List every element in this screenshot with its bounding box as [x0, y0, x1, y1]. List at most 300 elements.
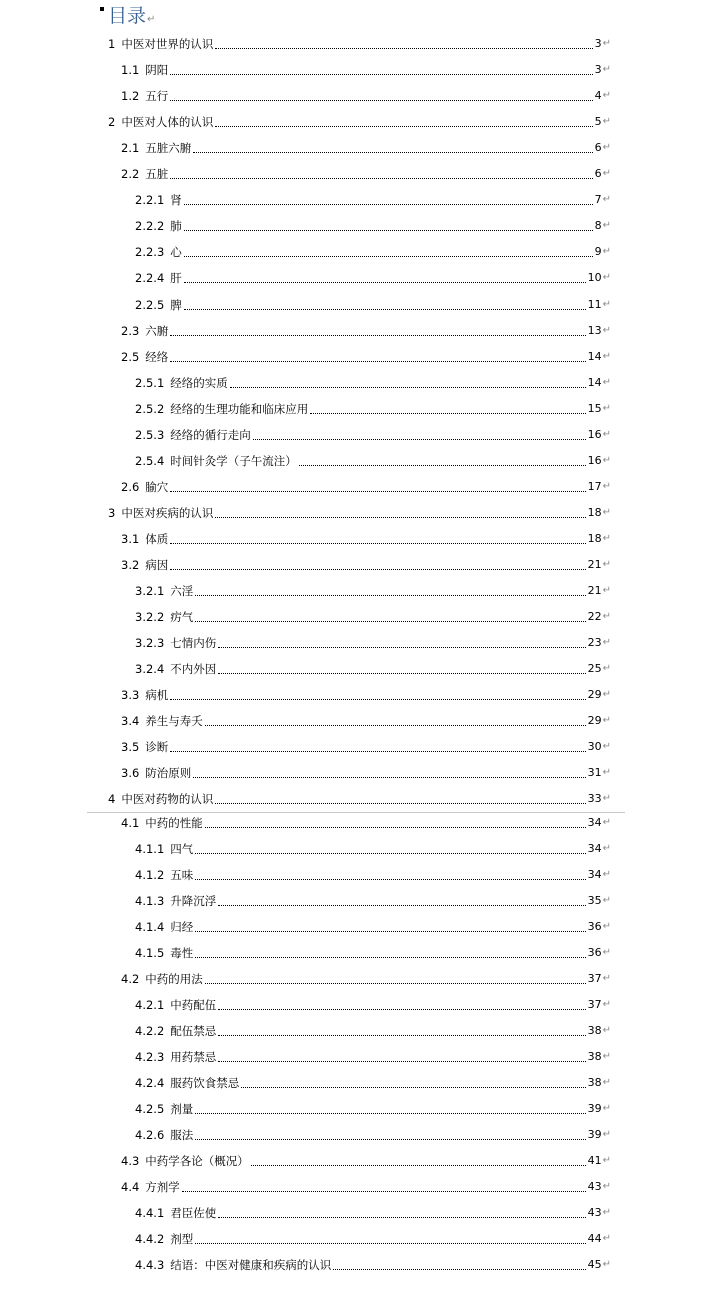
dot-leader — [218, 904, 585, 906]
paragraph-mark-icon: ↵ — [602, 377, 611, 388]
toc-entry[interactable] — [135, 268, 611, 288]
dot-leader — [170, 360, 585, 362]
toc-entry-label — [108, 112, 213, 132]
paragraph-mark-icon: ↵ — [602, 559, 611, 570]
toc-entry-number: 2.2.4 — [135, 271, 165, 285]
toc-entry-number: 2.1 — [121, 141, 140, 155]
toc-entry-label — [135, 917, 193, 937]
toc-entry-number: 4 — [108, 792, 116, 806]
toc-entry[interactable] — [135, 1073, 611, 1093]
toc-entry-label — [135, 1229, 193, 1249]
dot-leader — [218, 1060, 585, 1062]
toc-entry-text: 服法 — [170, 1128, 194, 1142]
toc-entry-text: 肺 — [170, 219, 182, 233]
toc-entry-label — [121, 321, 168, 341]
toc-entry-number: 4.1.2 — [135, 868, 165, 882]
toc-entry-number: 4.1.3 — [135, 894, 165, 908]
paragraph-mark-icon: ↵ — [602, 947, 611, 958]
toc-entry-number: 4.4.1 — [135, 1206, 165, 1220]
toc-entry-text: 五味 — [170, 868, 194, 882]
toc-entry-number: 4.2.6 — [135, 1128, 165, 1142]
toc-entry-text: 经络的循行走向 — [170, 428, 251, 442]
paragraph-mark-icon: ↵ — [602, 767, 611, 778]
toc-entry-page: 4 — [594, 89, 602, 102]
dot-leader — [195, 1112, 585, 1114]
toc-entry-page: 33 — [587, 792, 602, 805]
dot-leader — [184, 281, 586, 283]
toc-entry[interactable] — [121, 164, 611, 184]
paragraph-mark-icon: ↵ — [602, 1103, 611, 1114]
toc-entry-number: 3.1 — [121, 532, 140, 546]
toc-entry-label — [135, 295, 182, 315]
toc-entry-page: 38 — [587, 1050, 602, 1063]
toc-entry-page: 37 — [587, 998, 602, 1011]
toc-entry[interactable] — [121, 138, 611, 158]
paragraph-mark-icon: ↵ — [602, 64, 611, 75]
toc-entry[interactable] — [135, 216, 611, 236]
toc-entry[interactable] — [135, 373, 611, 393]
toc-entry-text: 养生与寿夭 — [145, 714, 203, 728]
toc-entry-label — [108, 503, 213, 523]
toc-entry-label — [135, 373, 228, 393]
dot-leader — [218, 672, 585, 674]
toc-entry-number: 1 — [108, 37, 116, 51]
toc-entry-label — [135, 1125, 193, 1145]
toc-entry[interactable] — [121, 60, 611, 80]
toc-entry-page: 43 — [587, 1206, 602, 1219]
paragraph-mark-icon: ↵ — [602, 611, 611, 622]
toc-entry-text: 中药配伍 — [170, 998, 217, 1012]
toc-entry[interactable] — [135, 1125, 611, 1145]
toc-entry-page: 15 — [587, 402, 602, 415]
toc-entry-text: 时间针灸学（子午流注） — [170, 454, 297, 468]
dot-leader — [241, 1086, 585, 1088]
toc-entry-text: 毒性 — [170, 946, 194, 960]
dot-leader — [195, 956, 585, 958]
toc-entry-page: 13 — [587, 324, 602, 337]
toc-entry-number: 4.3 — [121, 1154, 140, 1168]
toc-entry[interactable] — [121, 711, 611, 731]
toc-entry-text: 经络 — [145, 350, 169, 364]
toc-entry-text: 防治原则 — [145, 766, 192, 780]
toc-entry-number: 3.3 — [121, 688, 140, 702]
toc-entry-text: 结语：中医对健康和疾病的认识 — [170, 1258, 332, 1272]
dot-leader — [251, 1164, 586, 1166]
dot-leader — [195, 852, 585, 854]
dot-leader — [215, 516, 585, 518]
toc-entry-label — [135, 633, 216, 653]
dot-leader — [170, 750, 585, 752]
toc-entry-text: 脾 — [170, 298, 182, 312]
toc-entry-page: 6 — [594, 141, 602, 154]
paragraph-mark-icon: ↵ — [602, 1129, 611, 1140]
toc-entry-text: 七情内伤 — [170, 636, 217, 650]
paragraph-mark-icon: ↵ — [602, 194, 611, 205]
toc-entry[interactable] — [121, 813, 611, 833]
toc-entry-number: 3.6 — [121, 766, 140, 780]
toc-entry-label — [135, 1203, 216, 1223]
paragraph-mark-icon: ↵ — [602, 999, 611, 1010]
dot-leader — [195, 930, 585, 932]
toc-entry-page: 36 — [587, 920, 602, 933]
toc-entry-number: 3.2.3 — [135, 636, 165, 650]
toc-entry-text: 阴阳 — [145, 63, 169, 77]
toc-entry-label — [121, 529, 168, 549]
toc-entry-label — [121, 969, 203, 989]
toc-entry[interactable] — [121, 969, 611, 989]
toc-entry[interactable] — [135, 1203, 611, 1223]
toc-entry-text: 经络的生理功能和临床应用 — [170, 402, 309, 416]
toc-entry[interactable] — [135, 242, 611, 262]
dot-leader — [310, 412, 585, 414]
toc-entry-text: 肝 — [170, 271, 182, 285]
dot-leader — [170, 73, 592, 75]
toc-entry-number: 1.1 — [121, 63, 140, 77]
toc-entry-page: 41 — [587, 1154, 602, 1167]
dot-leader — [218, 1216, 585, 1218]
toc-entry-label — [135, 891, 216, 911]
toc-entry-text: 五行 — [145, 89, 169, 103]
toc-entry-text: 中医对疾病的认识 — [121, 506, 214, 520]
toc-entry-text: 方剂学 — [145, 1180, 180, 1194]
toc-entry-label — [108, 34, 213, 54]
toc-entry-number: 3.2.1 — [135, 584, 165, 598]
toc-entry-text: 中医对药物的认识 — [121, 792, 214, 806]
toc-entry-number: 4.2.2 — [135, 1024, 165, 1038]
toc-entry-page: 16 — [587, 428, 602, 441]
toc-entry-text: 归经 — [170, 920, 194, 934]
toc-entry-number: 2.5.3 — [135, 428, 165, 442]
toc-entry[interactable] — [108, 503, 611, 523]
toc-entry-number: 2.2.5 — [135, 298, 165, 312]
toc-entry-text: 心 — [170, 245, 182, 259]
toc-entry-number: 4.4.2 — [135, 1232, 165, 1246]
toc-entry-label — [121, 1151, 249, 1171]
toc-entry-text: 六淫 — [170, 584, 194, 598]
toc-entry-number: 3.2.4 — [135, 662, 165, 676]
paragraph-mark-icon: ↵ — [602, 246, 611, 257]
toc-entry-page: 9 — [594, 245, 602, 258]
toc-entry-page: 11 — [587, 298, 602, 311]
toc-entry[interactable] — [135, 1047, 611, 1067]
dot-leader — [193, 776, 585, 778]
dot-leader — [195, 878, 585, 880]
toc-entry-label — [135, 268, 182, 288]
toc-entry-page: 18 — [587, 532, 602, 545]
toc-entry-label — [121, 164, 168, 184]
toc-entry[interactable] — [108, 789, 611, 809]
toc-entry[interactable] — [135, 891, 611, 911]
toc-entry-page: 8 — [594, 219, 602, 232]
toc-entry-text: 中药学各论（概况） — [145, 1154, 249, 1168]
toc-entry-page: 44 — [587, 1232, 602, 1245]
toc-entry-label — [135, 425, 251, 445]
toc-entry-text: 四气 — [170, 842, 194, 856]
paragraph-mark-icon: ↵ — [602, 90, 611, 101]
toc-entry-number: 4.1 — [121, 816, 140, 830]
dot-leader — [170, 99, 592, 101]
toc-entry-text: 剂量 — [170, 1102, 194, 1116]
toc-entry-page: 35 — [587, 894, 602, 907]
toc-entry-label — [135, 216, 182, 236]
dot-leader — [182, 1190, 586, 1192]
page-break-line — [87, 812, 625, 813]
toc-heading — [108, 3, 155, 29]
toc-entry-page: 10 — [587, 271, 602, 284]
paragraph-mark-icon: ↵ — [602, 1155, 611, 1166]
toc-entry-label — [121, 685, 168, 705]
toc-entry-text: 中药的用法 — [145, 972, 203, 986]
toc-entry[interactable] — [135, 659, 611, 679]
paragraph-mark-icon: ↵ — [602, 403, 611, 414]
toc-entry-label — [135, 607, 193, 627]
toc-entry-label — [135, 1073, 239, 1093]
paragraph-mark-icon: ↵ — [602, 637, 611, 648]
toc-entry-number: 2.5.1 — [135, 376, 165, 390]
toc-entry-page: 45 — [587, 1258, 602, 1271]
paragraph-mark-icon: ↵ — [602, 741, 611, 752]
toc-entry-number: 4.4 — [121, 1180, 140, 1194]
toc-entry-label — [135, 399, 308, 419]
toc-entry-page: 37 — [587, 972, 602, 985]
paragraph-mark-icon: ↵ — [602, 507, 611, 518]
toc-entry-page: 31 — [587, 766, 602, 779]
toc-entry-label — [108, 789, 213, 809]
toc-entry[interactable] — [135, 425, 611, 445]
toc-entry-number: 2.6 — [121, 480, 140, 494]
toc-entry[interactable] — [135, 1255, 611, 1275]
dot-leader — [205, 724, 586, 726]
toc-entry-page: 34 — [587, 868, 602, 881]
toc-entry-label — [135, 190, 182, 210]
toc-entry[interactable] — [121, 347, 611, 367]
toc-entry-page: 25 — [587, 662, 602, 675]
toc-entry[interactable] — [135, 399, 611, 419]
toc-entry-page: 30 — [587, 740, 602, 753]
toc-entry-text: 五脏 — [145, 167, 169, 181]
toc-entry-page: 38 — [587, 1024, 602, 1037]
toc-entry-label — [121, 86, 168, 106]
toc-entry[interactable] — [121, 737, 611, 757]
toc-entry-number: 3 — [108, 506, 116, 520]
dot-leader — [218, 646, 585, 648]
toc-entry-number: 3.5 — [121, 740, 140, 754]
dot-leader — [205, 982, 586, 984]
paragraph-mark-icon: ↵ — [602, 116, 611, 127]
paragraph-mark-icon: ↵ — [602, 921, 611, 932]
toc-entry[interactable] — [108, 34, 611, 54]
dot-leader — [170, 542, 585, 544]
toc-entry-number: 2.2.1 — [135, 193, 165, 207]
toc-entry-label — [135, 1047, 216, 1067]
toc-entry-number: 2.5 — [121, 350, 140, 364]
toc-entry-label — [135, 659, 216, 679]
toc-entry[interactable] — [121, 86, 611, 106]
toc-entry-text: 疠气 — [170, 610, 194, 624]
toc-entry[interactable] — [135, 190, 611, 210]
toc-entry[interactable] — [135, 865, 611, 885]
paragraph-mark-icon: ↵ — [602, 533, 611, 544]
toc-entry[interactable] — [135, 839, 611, 859]
paragraph-mark-icon: ↵ — [602, 1051, 611, 1062]
toc-entry[interactable] — [121, 685, 611, 705]
toc-entry-number: 4.2.3 — [135, 1050, 165, 1064]
toc-entry[interactable] — [121, 529, 611, 549]
dot-leader — [215, 802, 585, 804]
toc-entry-number: 4.1.1 — [135, 842, 165, 856]
toc-entry-page: 39 — [587, 1128, 602, 1141]
toc-entry-page: 6 — [594, 167, 602, 180]
paragraph-mark-icon: ↵ — [602, 793, 611, 804]
dot-leader — [170, 490, 585, 492]
dot-leader — [230, 386, 586, 388]
toc-entry-page: 21 — [587, 558, 602, 571]
paragraph-mark-icon: ↵ — [602, 1181, 611, 1192]
toc-entry-page: 39 — [587, 1102, 602, 1115]
toc-entry-text: 不内外因 — [170, 662, 217, 676]
paragraph-mark-icon: ↵ — [602, 1259, 611, 1270]
toc-entry-page: 34 — [587, 842, 602, 855]
dot-leader — [195, 1242, 585, 1244]
dot-leader — [184, 203, 593, 205]
toc-entry-text: 服药饮食禁忌 — [170, 1076, 240, 1090]
toc-entry-page: 21 — [587, 584, 602, 597]
toc-entry-number: 2.3 — [121, 324, 140, 338]
paragraph-mark-icon: ↵ — [602, 1025, 611, 1036]
toc-entry-text: 中药的性能 — [145, 816, 203, 830]
toc-entry-label — [121, 737, 168, 757]
toc-entry-label — [121, 347, 168, 367]
paragraph-mark-icon: ↵ — [602, 843, 611, 854]
toc-entry[interactable] — [135, 451, 611, 471]
toc-entry-number: 2.5.4 — [135, 454, 165, 468]
paragraph-mark-icon: ↵ — [602, 973, 611, 984]
toc-entry[interactable] — [135, 995, 611, 1015]
toc-entry-text: 经络的实质 — [170, 376, 228, 390]
toc-entry-label — [121, 138, 191, 158]
toc-entry-number: 4.2.1 — [135, 998, 165, 1012]
paragraph-mark-icon: ↵ — [602, 481, 611, 492]
toc-entry-page: 29 — [587, 714, 602, 727]
toc-entry[interactable] — [108, 112, 611, 132]
paragraph-mark-icon: ↵ — [602, 715, 611, 726]
dot-leader — [218, 1034, 585, 1036]
toc-entry-page: 36 — [587, 946, 602, 959]
toc-entry[interactable] — [135, 295, 611, 315]
toc-entry-text: 五脏六腑 — [145, 141, 192, 155]
toc-entry-label — [135, 865, 193, 885]
dot-leader — [215, 47, 592, 49]
toc-entry-number: 2.2.2 — [135, 219, 165, 233]
toc-entry-label — [121, 813, 203, 833]
dot-leader — [170, 568, 585, 570]
toc-entry[interactable] — [135, 943, 611, 963]
paragraph-mark-icon: ↵ — [602, 142, 611, 153]
toc-entry[interactable] — [135, 581, 611, 601]
toc-entry-number: 1.2 — [121, 89, 140, 103]
toc-entry[interactable] — [135, 1021, 611, 1041]
dot-leader — [184, 229, 593, 231]
paragraph-mark-icon: ↵ — [602, 663, 611, 674]
paragraph-mark-icon: ↵ — [602, 895, 611, 906]
toc-entry[interactable] — [121, 763, 611, 783]
paragraph-mark-icon: ↵ — [602, 585, 611, 596]
toc-entry[interactable] — [121, 1151, 611, 1171]
paragraph-mark-icon: ↵ — [602, 1207, 611, 1218]
toc-entry-number: 3.4 — [121, 714, 140, 728]
toc-entry-page: 34 — [587, 816, 602, 829]
toc-entry-text: 用药禁忌 — [170, 1050, 217, 1064]
toc-entry[interactable] — [121, 477, 611, 497]
toc-entry-page: 14 — [587, 350, 602, 363]
toc-entry-number: 4.4.3 — [135, 1258, 165, 1272]
paragraph-mark-icon: ↵ — [602, 351, 611, 362]
paragraph-mark-icon: ↵ — [602, 689, 611, 700]
toc-entry-label — [135, 242, 182, 262]
paragraph-mark-icon: ↵ — [602, 299, 611, 310]
toc-entry-text: 配伍禁忌 — [170, 1024, 217, 1038]
toc-entry-text: 腧穴 — [145, 480, 169, 494]
toc-entry-number: 4.2.4 — [135, 1076, 165, 1090]
toc-entry-page: 43 — [587, 1180, 602, 1193]
toc-entry-number: 4.2 — [121, 972, 140, 986]
toc-entry[interactable] — [135, 1099, 611, 1119]
toc-entry-page: 16 — [587, 454, 602, 467]
toc-entry[interactable] — [135, 917, 611, 937]
dot-leader — [184, 255, 593, 257]
toc-entry-number: 2.2.3 — [135, 245, 165, 259]
paragraph-mark-icon: ↵ — [602, 1077, 611, 1088]
dot-leader — [215, 125, 592, 127]
toc-entry-page: 3 — [594, 37, 602, 50]
toc-entry[interactable] — [121, 1177, 611, 1197]
toc-entry-text: 中医对人体的认识 — [121, 115, 214, 129]
toc-entry-text: 中医对世界的认识 — [121, 37, 214, 51]
toc-entry-number: 4.1.5 — [135, 946, 165, 960]
toc-entry-label — [135, 1021, 216, 1041]
toc-entry[interactable] — [135, 607, 611, 627]
dot-leader — [205, 826, 586, 828]
toc-entry[interactable] — [121, 555, 611, 575]
toc-entry-text: 君臣佐使 — [170, 1206, 217, 1220]
toc-entry-label — [135, 581, 193, 601]
toc-entry-text: 诊断 — [145, 740, 169, 754]
dot-leader — [184, 308, 586, 310]
toc-entry-text: 病机 — [145, 688, 169, 702]
dot-leader — [193, 151, 592, 153]
dot-leader — [170, 698, 585, 700]
toc-entry[interactable] — [135, 1229, 611, 1249]
toc-entry-page: 3 — [594, 63, 602, 76]
dot-leader — [195, 1138, 585, 1140]
dot-leader — [170, 177, 592, 179]
toc-entry-page: 22 — [587, 610, 602, 623]
dot-leader — [195, 594, 585, 596]
paragraph-mark-icon: ↵ — [602, 38, 611, 49]
toc-entry-page: 17 — [587, 480, 602, 493]
toc-entry-text: 升降沉浮 — [170, 894, 217, 908]
toc-entry-page: 29 — [587, 688, 602, 701]
toc-entry-label — [135, 943, 193, 963]
toc-entry-label — [135, 451, 297, 471]
paragraph-mark-icon: ↵ — [602, 1233, 611, 1244]
toc-heading-text: 目录 — [108, 5, 147, 27]
toc-entry-text: 剂型 — [170, 1232, 194, 1246]
toc-entry[interactable] — [121, 321, 611, 341]
toc-entry[interactable] — [135, 633, 611, 653]
toc-entry-number: 2.2 — [121, 167, 140, 181]
paragraph-mark-icon: ↵ — [602, 272, 611, 283]
